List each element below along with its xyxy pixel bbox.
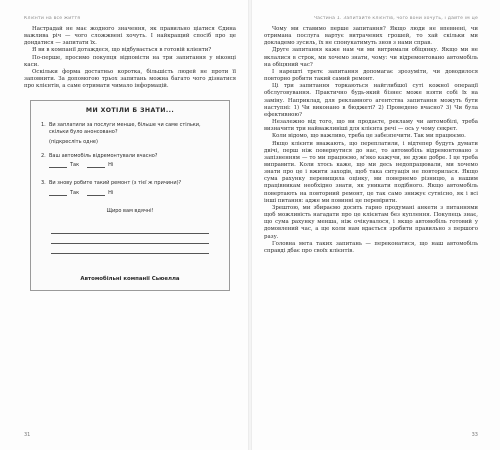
body-paragraph: Оскільки форма достатньо коротка, більшість людей не проти її заповнити. За допомогою трьох запитань можна багато чого дізнатися про клієнтів, а саме отримати чимало інформацій. [24, 68, 236, 90]
no-label: Ні [108, 189, 114, 196]
no-label: Ні [108, 162, 114, 169]
survey-title: МИ ХОТІЛИ Б ЗНАТИ... [85, 107, 175, 115]
running-head-left: Клієнти на все життя [24, 16, 81, 21]
body-paragraph: Друге запитання каже нам чи ми витримали обіцянку. Якщо ми не вклалися в строк, ми хочемо знати, чому: чи відремонтовано автомобіль на обіцяний час? [264, 47, 478, 68]
left-page [0, 0, 248, 450]
body-paragraph: Коли відомо, що важливо, треба це забезпечити. Так ми працюємо. [272, 133, 466, 140]
body-paragraph: Якщо клієнти вважають, що переплатили, і відтепер будуть думати двічі, перш ніж повернутися до нас, то автомобіль відремонтовано з запізненням — то ми працюємо, м'яко кажучи, не дуже добре. І це треба виправити. Коли хтось каже, що ми десь недопрацювали, ми хочемо знати про це і вжити заходів, щоб така ситуація не повторилася. Якщо сума рахунку перевищила оцінку, ми повернемо різницю, а нашим працівникам необхідно знати, як уникати подібного. Якщо автомобіль повертають на повторний ремонт, це так само знижує сутнісно, як і всі інші питання: адже ми повинні це перевірити. [264, 140, 478, 204]
body-paragraph: І нарешті третє запитання допомагає зрозуміти, чи доводилося повторно робити такий самий ремонт. [264, 68, 478, 83]
body-paragraph: Незалежно від того, що ви продаєте, рекламу чи автомобілі, треба визначити три найважливіші для клієнта речі — ось у чому секрет. [264, 119, 478, 133]
body-paragraph: Настрадай не має жодного значення, як правильно ціатися Єдина важлива річ — чого сложжвені хочуть. І найкращий спосіб про це дондатися — запитати їх. [24, 26, 236, 47]
answer-blank [87, 162, 105, 168]
body-paragraph: По-перше, просимо покупця відповісти на три запитання у віконці каси. [24, 54, 236, 68]
company-name: Автомобільні компанії Сьюелла [80, 275, 180, 282]
body-paragraph: Зрештою, ми збираємо досить гарно продумані анкети з питаннями щоб можливість нагадати про це клієнтам без куплення. Покупець знає, що сума рахунку менша, ніж очікувалося, і якщо автомобіль готовий у домовлений час, а ще коли нам вдається зробити правильно з першого разу. [264, 204, 478, 240]
yes-label: Так [70, 162, 80, 169]
question-number: 3. [41, 180, 46, 187]
yes-no-answer [41, 190, 219, 196]
page-number-right: 33 [471, 432, 478, 438]
question-text: Ваш автомобіль відремонтували вчасно? [49, 152, 158, 159]
answer-blank [49, 190, 67, 196]
survey-question [41, 122, 219, 135]
question-text: Ви заплатили за послуги менше, більше чи саме стільки, скільки було анонсовано? [49, 122, 201, 135]
question-number: 1. [41, 122, 46, 129]
question-number: 2. [41, 152, 46, 159]
survey-question [41, 180, 219, 187]
question-text: Ви знову робите такий ремонт (з тієї ж причини)? [49, 180, 182, 187]
yes-label: Так [70, 189, 80, 196]
right-page [252, 0, 500, 450]
signature-line [51, 244, 209, 254]
body-paragraph: Я ви в компанії дотаждеся, що відбувається в готовій кліенти? [32, 47, 212, 54]
signature-line [51, 234, 209, 244]
survey-form-box [30, 100, 230, 290]
body-paragraph: Чому ми ставимо перше запитання? Якщо люди не впевнені, чи отримана послуга вартує витрачених грошей, то хай скільки ми докладемо зусиль, їх не спонукатимуть знов з нами справ. [264, 26, 478, 47]
answer-blank [49, 162, 67, 168]
running-head-right: Частина 1. Запитайте клієнтів, чого вони хочуть, і дайте їм це [313, 16, 478, 21]
body-paragraph: Головна мета таких запитань — переконатися, що наш автомобіль справді дбає про своїх клієнтів. [264, 240, 478, 254]
body-paragraph: Ці три запитання торкаються найглибшої суті кожної операції обслуговування. Практично будь-який бізнес може взяти собі їх на заміну. Наприклад, для рекламного агентства запитання можуть бути наступні: 1) Чи виконано в бюджеті? 2) Проведено вчасно? 3) Чи була ефективною? [264, 83, 478, 118]
page-number-left: 31 [24, 432, 31, 438]
signature-line [51, 224, 209, 234]
survey-question [41, 153, 219, 160]
answer-blank [87, 190, 105, 196]
thanks-text: Щиро вам вдячні! [106, 207, 154, 214]
yes-no-answer [41, 162, 219, 168]
question-note: (підкресліть одне) [49, 138, 98, 145]
